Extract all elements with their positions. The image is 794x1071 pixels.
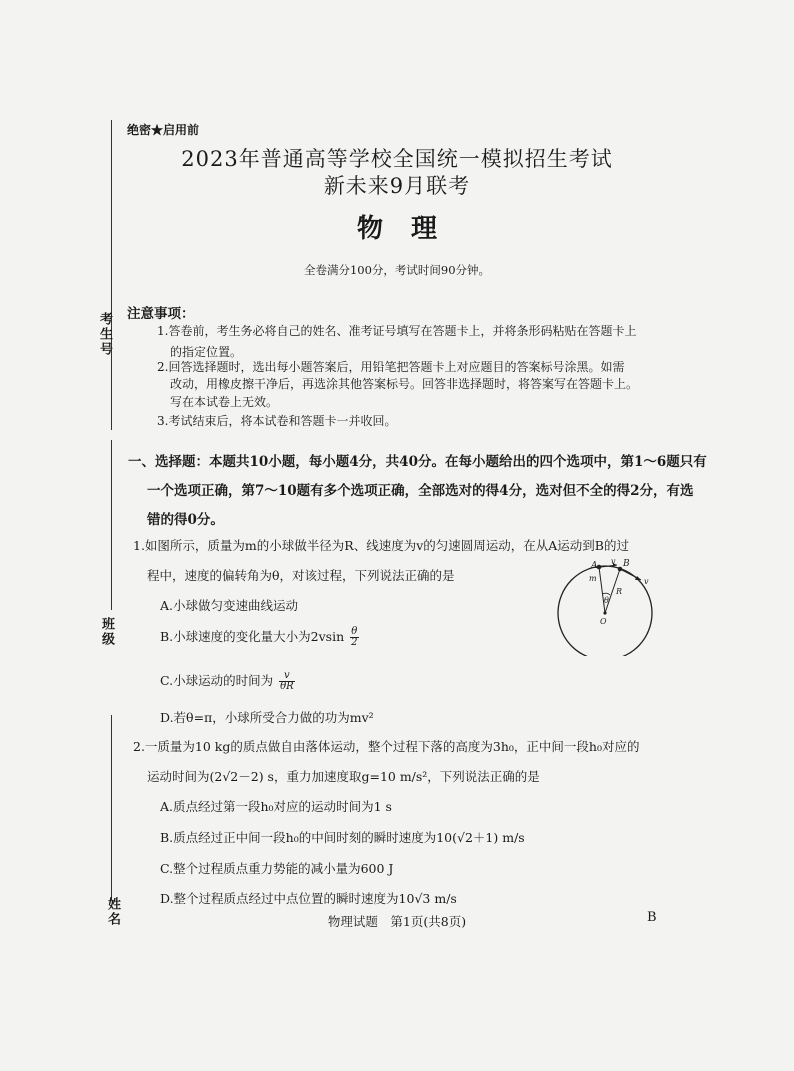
notice-line: 1.答卷前，考生务必将自己的姓名、准考证号填写在答题卡上，并将条形码粘贴在答题卡上 <box>157 324 637 338</box>
option-b: B.质点经过正中间一段h₀的中间时刻的瞬时速度为10(√2＋1) m/s <box>160 830 525 845</box>
center-point <box>603 611 606 614</box>
secret-label: 绝密★启用前 <box>127 123 200 137</box>
section-heading: 一、选择题：本题共10小题，每小题4分，共40分。在每小题给出的四个选项中，第1～6题只有 <box>128 454 707 470</box>
fraction-numerator: θ <box>351 626 358 637</box>
label-m: m <box>589 574 597 583</box>
notice-line: 2.回答选择题时，选出每小题答案后，用铅笔把答题卡上对应题目的答案标号涂黑。如需 <box>157 360 625 374</box>
fraction <box>350 627 358 648</box>
circular-motion-figure <box>555 556 665 656</box>
label-v2: v <box>644 577 649 586</box>
label-r: R <box>616 587 623 596</box>
margin-label-name: 姓名 <box>105 897 120 927</box>
version-mark: B <box>647 910 657 925</box>
radius-line-a <box>599 567 605 613</box>
question-stem: 1.如图所示，质量为m的小球做半径为R、线速度为v的匀速圆周运动，在从A运动到B的过 <box>133 538 629 553</box>
margin-label-exam-no: 考生号 <box>97 312 112 357</box>
exam-title: 2023年普通高等学校全国统一模拟招生考试 <box>181 147 613 171</box>
option-c <box>160 671 297 692</box>
notice-line: 写在本试卷上无效。 <box>170 395 279 409</box>
margin-label-class: 班级 <box>99 617 114 647</box>
option-d: D.整个过程质点经过中点位置的瞬时速度为10√3 m/s <box>160 891 457 906</box>
score-info: 全卷满分100分，考试时间90分钟。 <box>303 263 491 277</box>
section-heading: 错的得0分。 <box>147 512 224 528</box>
option-c-text: C.小球运动的时间为 <box>160 673 274 688</box>
subject-title: 物理 <box>356 214 465 244</box>
question-stem: 2.一质量为10 kg的质点做自由落体运动，整个过程下落的高度为3h₀，正中间一段h₀对应的 <box>133 739 640 754</box>
margin-line <box>111 440 112 610</box>
option-c: C.整个过程质点重力势能的减小量为600 J <box>160 861 394 876</box>
fraction-denominator: θR <box>280 681 294 692</box>
ball-b <box>618 567 623 572</box>
label-b: B <box>623 559 630 569</box>
angle-arc <box>602 593 610 595</box>
section-heading: 一个选项正确，第7～10题有多个选项正确，全部选对的得4分，选对但不全的得2分，有选 <box>147 483 694 499</box>
exam-subtitle: 新未来9月联考 <box>323 174 471 198</box>
notice-line: 3.考试结束后，将本试卷和答题卡一并收回。 <box>157 414 397 428</box>
fraction-numerator: v <box>279 671 295 682</box>
option-a: A.质点经过第一段h₀对应的运动时间为1 s <box>160 799 392 814</box>
label-theta: θ <box>604 596 609 605</box>
fraction <box>279 671 295 692</box>
fraction-denominator: 2 <box>351 637 358 648</box>
option-b-text: B.小球速度的变化量大小为2vsin <box>160 629 345 644</box>
question-stem: 运动时间为(2√2－2) s，重力加速度取g=10 m/s²，下列说法正确的是 <box>147 769 540 784</box>
page-footer: 物理试题 第1页(共8页) <box>327 914 467 929</box>
label-a: A <box>591 561 598 571</box>
label-o: O <box>600 617 607 626</box>
notice-line: 的指定位置。 <box>170 345 243 359</box>
option-a: A.小球做匀变速曲线运动 <box>160 598 299 613</box>
margin-line <box>111 715 112 900</box>
option-d: D.若θ=π，小球所受合力做的功为mv² <box>160 710 374 725</box>
notice-heading: 注意事项： <box>127 306 195 322</box>
question-stem: 程中，速度的偏转角为θ，对该过程，下列说法正确的是 <box>147 568 455 583</box>
option-b <box>160 627 361 648</box>
notice-line: 改动，用橡皮擦干净后，再选涂其他答案标号。回答非选择题时，将答案写在答题卡上。 <box>170 377 639 391</box>
label-v1: v <box>611 557 616 566</box>
